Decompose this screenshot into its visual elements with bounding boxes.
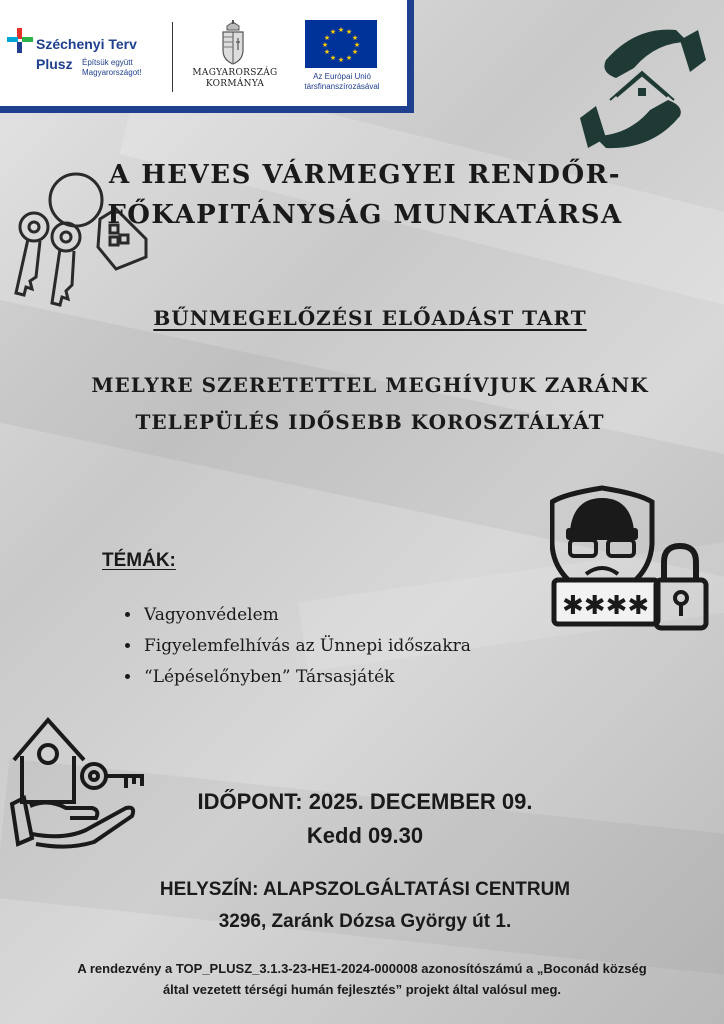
svg-text:★: ★ (329, 54, 337, 62)
svg-text:★: ★ (337, 26, 345, 34)
svg-text:★: ★ (345, 54, 353, 62)
szechenyi-plusz: Plusz (36, 56, 73, 72)
page-title: A HEVES VÁRMEGYEI RENDŐR-FŐKAPITÁNYSÁG MUNKATÁRSA (107, 160, 623, 230)
svg-text:✱✱✱✱: ✱✱✱✱ (562, 591, 650, 621)
szechenyi-cross-icon (6, 26, 36, 56)
invitation-text: MELYRE SZERETETTEL MEGHÍVJUK ZARÁNK TELEPÜLÉS IDŐSEBB KOROSZTÁLYÁT (91, 373, 649, 434)
event-time (160, 785, 570, 853)
house-hands-icon (576, 20, 710, 160)
svg-text:★: ★ (323, 34, 331, 42)
szechenyi-slogan: Építsük együtt Magyarországot! (82, 58, 142, 77)
svg-text:★: ★ (351, 48, 359, 56)
svg-text:★: ★ (321, 41, 329, 49)
event-subtitle: BŰNMEGELŐZÉSI ELŐADÁST TART (153, 306, 587, 330)
topics-heading: TÉMÁK: (102, 550, 176, 571)
event-location (110, 874, 620, 938)
event-day-time: Kedd 09.30 (306, 823, 424, 848)
topics-list (120, 600, 582, 693)
szechenyi-logo (6, 26, 166, 86)
location-address: 3296, Zaránk Dózsa György út 1. (218, 911, 512, 932)
project-footer (6, 958, 718, 1000)
government-name: MAGYARORSZÁG KORMÁNYA (192, 68, 278, 89)
eu-flag-icon (305, 20, 377, 68)
footer-line: által vezetett térségi humán fejlesztés” projekt által valósul meg. (162, 982, 562, 997)
svg-text:★: ★ (323, 48, 331, 56)
list-item: • “Lépéselőnyben” Társasjáték (142, 662, 582, 693)
eu-caption: Az Európai Unió társfinanszírozásával (304, 72, 380, 91)
list-item: • Figyelemfelhívás az Ünnepi időszakra (142, 631, 582, 662)
house-key-hand-icon (8, 712, 148, 850)
logo-divider (172, 22, 173, 92)
svg-text:★: ★ (351, 34, 359, 42)
svg-text:★: ★ (329, 28, 337, 36)
coat-of-arms-icon (218, 20, 248, 66)
event-date: IDŐPONT: 2025. DECEMBER 09. (197, 789, 533, 814)
list-item: • Vagyonvédelem (142, 600, 582, 631)
svg-text:★: ★ (337, 56, 345, 64)
logo-banner (0, 0, 414, 113)
svg-text:★: ★ (353, 41, 361, 49)
eu-logo (292, 20, 402, 100)
government-logo (190, 20, 280, 100)
footer-line: A rendezvény a TOP_PLUSZ_3.1.3-23-HE1-2024-000008 azonosítószámú a „Boconád község (77, 961, 647, 976)
location-name: HELYSZÍN: ALAPSZOLGÁLTATÁSI CENTRUM (159, 879, 571, 900)
svg-text:★: ★ (345, 28, 353, 36)
szechenyi-title: Széchenyi Terv (36, 36, 137, 52)
